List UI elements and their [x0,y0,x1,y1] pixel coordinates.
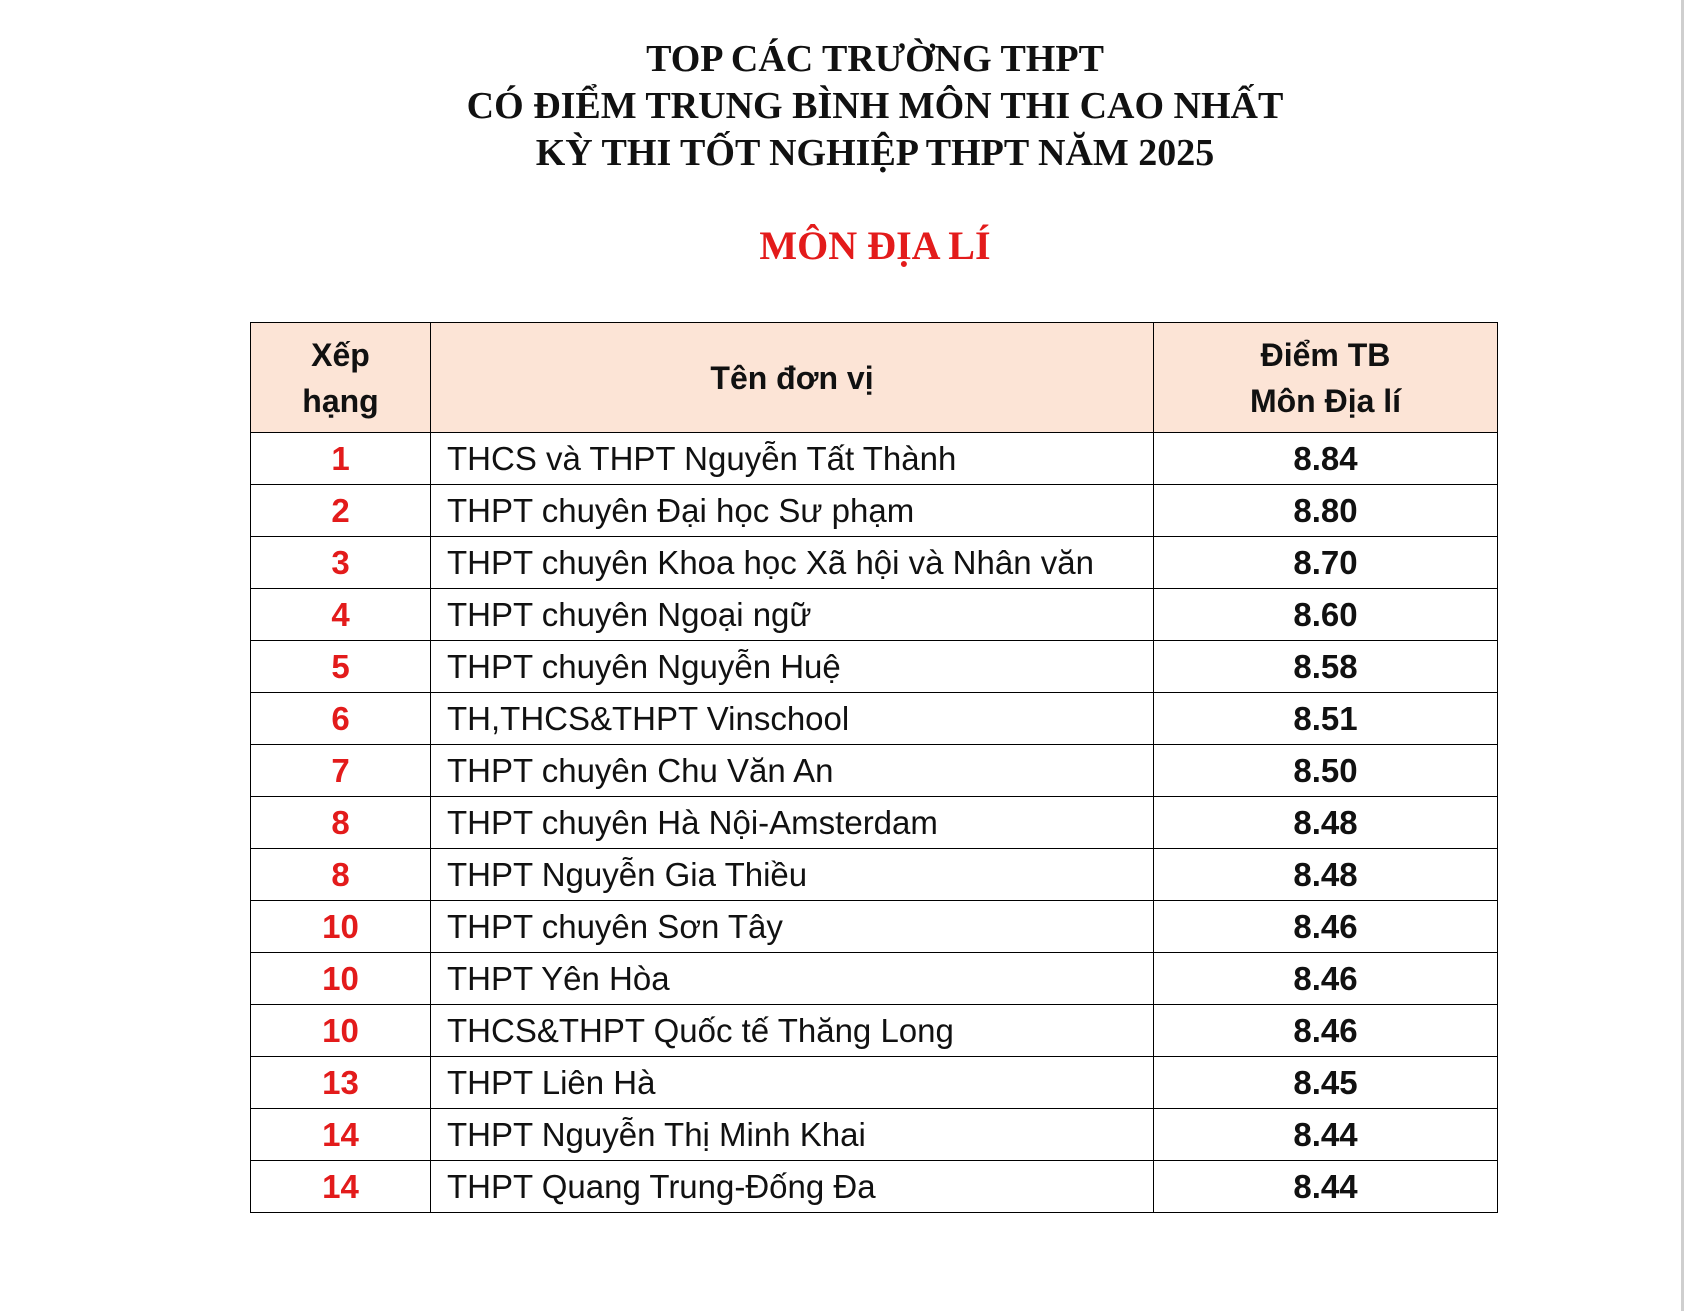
ranking-table [250,322,1498,1213]
header-row [251,323,1498,433]
subject-heading: MÔN ĐỊA LÍ [759,223,991,268]
school-name-cell: THPT chuyên Chu Văn An [431,745,1154,797]
score-cell: 8.44 [1154,1161,1498,1213]
table-row [251,589,1498,641]
title-line-2: CÓ ĐIỂM TRUNG BÌNH MÔN THI CAO NHẤT [466,85,1284,127]
score-cell: 8.51 [1154,693,1498,745]
score-cell: 8.46 [1154,1005,1498,1057]
table-body [251,433,1498,1213]
score-cell: 8.45 [1154,1057,1498,1109]
header-name: Tên đơn vị [431,323,1154,433]
school-name-cell: TH,THCS&THPT Vinschool [431,693,1154,745]
header-rank-line1: Xếp [311,336,370,373]
school-name-cell: THPT chuyên Ngoại ngữ [431,589,1154,641]
rank-cell: 8 [251,797,431,849]
rank-cell: 14 [251,1109,431,1161]
school-name-cell: THPT Yên Hòa [431,953,1154,1005]
table-row [251,641,1498,693]
title-line-3: KỲ THI TỐT NGHIỆP THPT NĂM 2025 [535,132,1215,174]
score-cell: 8.70 [1154,537,1498,589]
score-cell: 8.46 [1154,901,1498,953]
table-row [251,797,1498,849]
header-score-line1: Điểm TB [1260,336,1391,373]
table-row [251,433,1498,485]
score-cell: 8.48 [1154,849,1498,901]
rank-cell: 5 [251,641,431,693]
score-cell: 8.80 [1154,485,1498,537]
score-cell: 8.44 [1154,1109,1498,1161]
table-row [251,1057,1498,1109]
table-header [251,323,1498,433]
rank-cell: 3 [251,537,431,589]
school-name-cell: THPT chuyên Hà Nội-Amsterdam [431,797,1154,849]
rank-cell: 14 [251,1161,431,1213]
school-name-cell: THPT Nguyễn Thị Minh Khai [431,1109,1154,1161]
rank-cell: 1 [251,433,431,485]
table-row [251,901,1498,953]
school-name-cell: THCS&THPT Quốc tế Thăng Long [431,1005,1154,1057]
score-cell: 8.46 [1154,953,1498,1005]
document-title [0,36,1684,177]
school-name-cell: THPT Quang Trung-Đống Đa [431,1161,1154,1213]
school-name-cell: THPT chuyên Đại học Sư phạm [431,485,1154,537]
table-row [251,1109,1498,1161]
score-cell: 8.48 [1154,797,1498,849]
table-row [251,485,1498,537]
table-row [251,1005,1498,1057]
rank-cell: 4 [251,589,431,641]
school-name-cell: THPT chuyên Nguyễn Huệ [431,641,1154,693]
header-score [1154,323,1498,433]
header-rank-line2: hạng [302,382,379,419]
table-row [251,745,1498,797]
rank-cell: 10 [251,953,431,1005]
rank-cell: 10 [251,901,431,953]
score-cell: 8.50 [1154,745,1498,797]
table-row [251,693,1498,745]
rank-cell: 13 [251,1057,431,1109]
title-line-1: TOP CÁC TRƯỜNG THPT [646,38,1104,80]
school-name-cell: THPT chuyên Sơn Tây [431,901,1154,953]
rank-cell: 10 [251,1005,431,1057]
score-cell: 8.60 [1154,589,1498,641]
table-row [251,537,1498,589]
table-row [251,953,1498,1005]
rank-cell: 7 [251,745,431,797]
rank-cell: 2 [251,485,431,537]
header-score-line2: Môn Địa lí [1249,382,1402,419]
school-name-cell: THPT chuyên Khoa học Xã hội và Nhân văn [431,537,1154,589]
header-rank [251,323,431,433]
school-name-cell: THPT Liên Hà [431,1057,1154,1109]
score-cell: 8.84 [1154,433,1498,485]
table-row [251,1161,1498,1213]
table-row [251,849,1498,901]
rank-cell: 8 [251,849,431,901]
school-name-cell: THCS và THPT Nguyễn Tất Thành [431,433,1154,485]
school-name-cell: THPT Nguyễn Gia Thiều [431,849,1154,901]
rank-cell: 6 [251,693,431,745]
score-cell: 8.58 [1154,641,1498,693]
